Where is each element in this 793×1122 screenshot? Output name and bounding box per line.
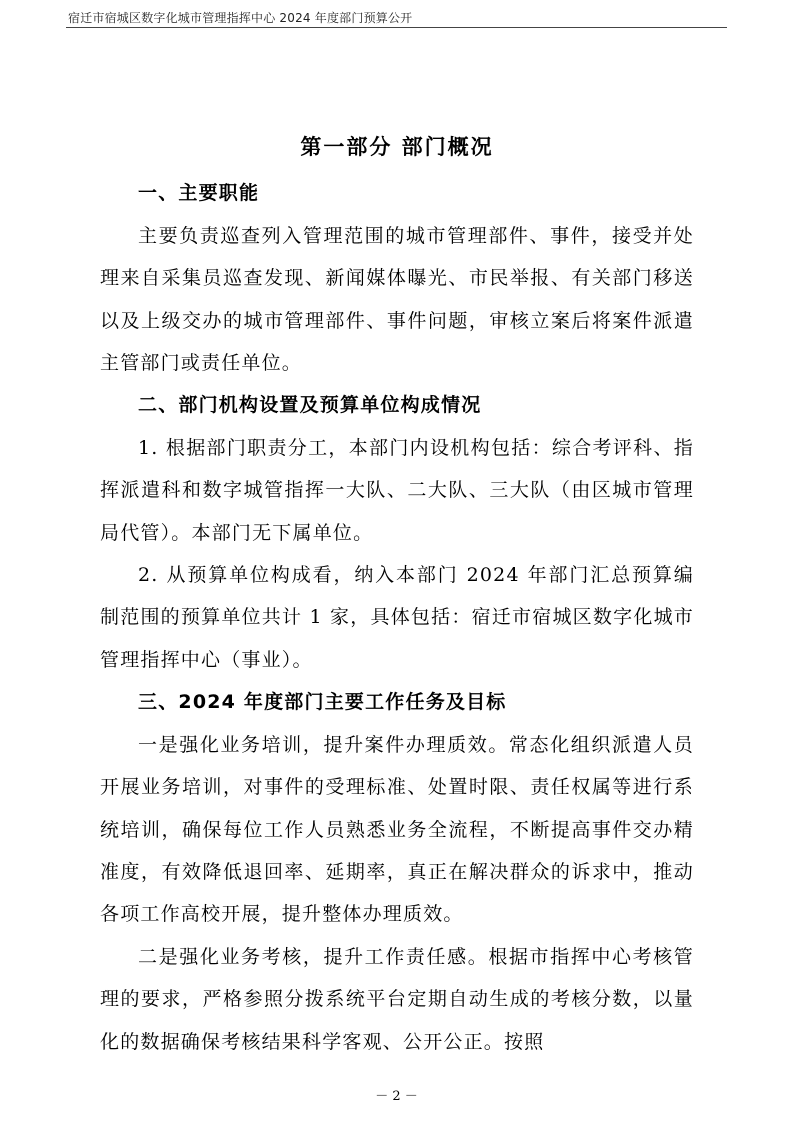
- paragraph: 1. 根据部门职责分工，本部门内设机构包括：综合考评科、指挥派遣科和数字城管指挥一大队、二大队、三大队（由区城市管理局代管）。本部门无下属单位。: [100, 436, 694, 544]
- paragraph: 2. 从预算单位构成看，纳入本部门 2024 年部门汇总预算编制范围的预算单位共计 1 家，具体包括：宿迁市宿城区数字化城市管理指挥中心（事业）。: [100, 564, 694, 671]
- section-heading-structure: 二、部门机构设置及预算单位构成情况: [138, 394, 482, 417]
- paragraph: 一是强化业务培训，提升案件办理质效。常态化组织派遣人员开展业务培训，对事件的受理标准、处置时限、责任权属等进行系统培训，确保每位工作人员熟悉业务全流程，不断提高事件交办精准度，有效降低退回率、延期率，真正在解决群众的诉求中，推动各项工作高校开展，提升整体办理质效。: [100, 733, 694, 926]
- paragraph: 主要负责巡查列入管理范围的城市管理部件、事件，接受并处理来自采集员巡查发现、新闻媒体曝光、市民举报、有关部门移送以及上级交办的城市管理部件、事件问题，审核立案后将案件派遣主管部门或责任单位。: [100, 224, 694, 375]
- section-heading-functions: 一、主要职能: [138, 182, 260, 205]
- paragraph: 二是强化业务考核，提升工作责任感。根据市指挥中心考核管理的要求，严格参照分拨系统平台定期自动生成的考核分数，以量化的数据确保考核结果科学客观、公开公正。按照: [100, 945, 694, 1053]
- page-number: － 2 －: [375, 1089, 418, 1104]
- section-heading-tasks: 三、2024 年度部门主要工作任务及目标: [138, 691, 507, 714]
- header-divider: [66, 27, 727, 28]
- document-body: [100, 126, 694, 1063]
- part-title: 第一部分 部门概况: [300, 135, 494, 159]
- running-header: 宿迁市宿城区数字化城市管理指挥中心 2024 年度部门预算公开: [68, 11, 413, 25]
